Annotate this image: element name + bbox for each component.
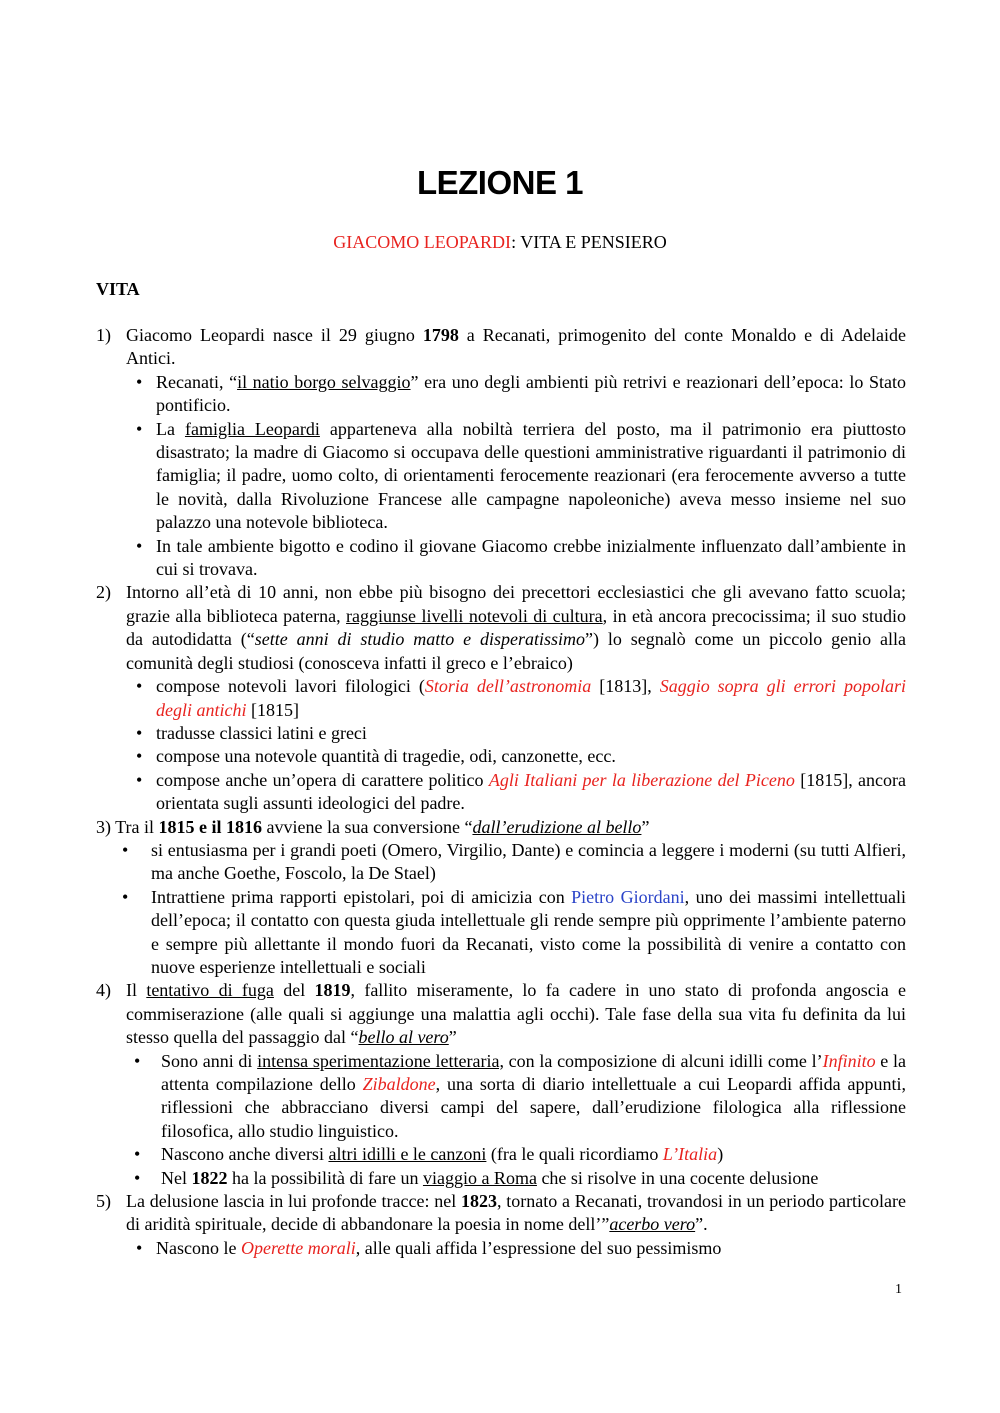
sub-list-5 — [96, 1237, 906, 1260]
text: In tale ambiente bigotto e codino il giovane Giacomo crebbe inizialmente influenzato dall’ambiente in cui si trovava. — [156, 535, 906, 580]
text: Giacomo Leopardi nasce il 29 giugno — [126, 325, 423, 345]
text: Nascono anche diversi — [161, 1144, 329, 1165]
text: 3) Tra il — [96, 816, 159, 837]
text: , tornato a Recanati, trovandosi in un periodo particolare di aridità spirituale, decide di abbandonare la poesia in nome dell’” — [126, 1191, 906, 1235]
subtitle — [0, 232, 1000, 253]
quote: sette anni di studio matto e disperatissimo — [254, 629, 585, 650]
year: 1823 — [461, 1191, 497, 1212]
list-item-2 — [96, 581, 906, 675]
list-item-4 — [96, 979, 906, 1049]
text: La delusione lascia in lui profonde tracce: nel — [126, 1191, 461, 1212]
quote: bello al vero — [358, 1027, 449, 1048]
text: ) — [717, 1144, 724, 1165]
subtitle-author: GIACOMO LEOPARDI — [333, 232, 512, 252]
text: avviene la sua conversione “ — [262, 816, 473, 837]
sub-item — [96, 722, 906, 745]
text: apparteneva alla nobiltà terriera del posto, ma il patrimonio era piuttosto disastrato; la madre di Giacomo si occupava delle questioni amministrative riguardanti il patrimonio di famiglia; il padre, uomo colto, di orientamenti ferocemente reazionari (era ferocemente avverso a tutte le novità, dalla Rivoluzione Francese alle campagne napoleoniche) aveva messo insieme nel suo palazzo una notevole biblioteca. — [156, 418, 907, 533]
underlined-phrase: viaggio a Roma — [422, 1167, 537, 1188]
sub-list-4 — [96, 1050, 906, 1190]
text: Sono anni di — [161, 1050, 258, 1071]
text: (fra le quali ricordiamo — [486, 1144, 663, 1165]
text: , fallito miseramente, lo fa cadere in uno stato di profonda angoscia e commiserazione (alle quali si aggiunge una malattia agli occhi). Tale fase della sua vita fu definita da lui stesso quella del passaggio dal “ — [126, 980, 907, 1048]
text: Intorno all’età di 10 anni, non ebbe più bisogno dei precettori ecclesiastici che gli avevano fatto scuola; grazie alla biblioteca paterna, — [126, 582, 906, 626]
sub-item — [96, 371, 906, 418]
year: 1822 — [191, 1167, 228, 1188]
sub-item — [96, 535, 906, 582]
document-body — [96, 324, 906, 1260]
sub-item — [96, 839, 906, 886]
subtitle-rest: : VITA E PENSIERO — [511, 232, 667, 252]
text: del — [273, 980, 315, 1001]
item-number: 5) — [96, 1191, 111, 1212]
underlined-phrase: il natio borgo selvaggio — [237, 371, 411, 392]
text: Nascono le — [156, 1237, 241, 1258]
work-title: Operette morali — [240, 1237, 356, 1258]
text: compose una notevole quantità di tragedie, odi, canzonette, ecc. — [156, 746, 616, 767]
sub-item — [96, 886, 906, 980]
sub-item — [96, 1143, 906, 1166]
bullet-icon: • — [122, 886, 129, 907]
text: , in età ancora precocissima; il suo studio da autodidatta (“ — [126, 605, 906, 650]
text: Recanati, “ — [156, 371, 238, 392]
year: 1798 — [422, 325, 459, 345]
bullet-icon: • — [136, 535, 143, 556]
sub-item — [96, 1167, 906, 1190]
text: , una sorta di diario intellettuale a cui Leopardi affida appunti, riflessioni che abbracciano diversi campi del sapere, dall’erudizione filologica alla riflessione filosofica, allo studio linguistico. — [161, 1074, 906, 1141]
text: , alle quali affida l’espressione del suo pessimismo — [355, 1237, 722, 1258]
work-title: L’Italia — [662, 1144, 718, 1165]
text: che si risolve in una cocente delusione — [536, 1167, 819, 1188]
work-title: Infinito — [822, 1050, 876, 1071]
text: Intrattiene prima rapporti epistolari, poi di amicizia con — [151, 886, 572, 907]
item-number: 4) — [96, 980, 111, 1001]
sub-item — [96, 418, 906, 535]
item-number: 1) — [96, 325, 111, 345]
sub-list-3 — [96, 839, 906, 979]
text: La — [156, 418, 185, 439]
sub-item — [96, 1050, 906, 1144]
text: ”. — [695, 1214, 708, 1235]
bullet-icon: • — [136, 371, 143, 392]
text: ha la possibilità di fare un — [227, 1167, 423, 1188]
text: con la composizione di alcuni idilli come l’ — [503, 1050, 823, 1071]
bullet-icon: • — [136, 676, 143, 697]
list-item-1 — [96, 324, 906, 371]
bullet-icon: • — [136, 418, 143, 439]
quote: acerbo vero — [609, 1214, 696, 1235]
item-number: 2) — [96, 582, 111, 603]
page-title: LEZIONE 1 — [416, 164, 584, 201]
text: e la attenta compilazione dello — [161, 1050, 906, 1094]
text: ” — [448, 1027, 457, 1048]
person-name: Pietro Giordani — [571, 886, 685, 907]
bullet-icon: • — [134, 1050, 141, 1071]
bullet-icon: • — [136, 769, 143, 790]
work-title: Agli Italiani per la liberazione del Piceno — [488, 769, 795, 790]
sub-list-2 — [96, 675, 906, 815]
bullet-icon: • — [134, 1167, 141, 1188]
underlined-phrase: altri idilli e le canzoni — [328, 1144, 487, 1165]
text: ” — [641, 816, 650, 837]
bullet-icon: • — [122, 839, 129, 860]
text: tradusse classici latini e greci — [156, 722, 367, 743]
underlined-phrase: intensa sperimentazione letteraria, — [257, 1050, 504, 1071]
sub-item — [96, 1237, 906, 1260]
text: , uno dei massimi intellettuali dell’epoca; il contatto con questa giuda intellettuale gli rende sempre più opprimente l’ambiente paterno e sempre più allettante il mondo fuori da Recanati, visto come la possibilità di venire a contatto con nuove esperienze intellettuali e sociali — [151, 886, 907, 977]
text: compose notevoli lavori filologici ( — [156, 676, 425, 697]
text: compose anche un’opera di carattere politico — [156, 769, 489, 790]
text: a Recanati, primogenito del conte Monaldo e di Adelaide Antici. — [126, 325, 906, 369]
text: si entusiasma per i grandi poeti (Omero, Virgilio, Dante) e comincia a leggere i moderni (su tutti Alfieri, ma anche Goethe, Foscolo, la De Stael) — [151, 839, 906, 884]
work-title: Saggio sopra gli errori popolari degli antichi — [156, 676, 906, 720]
underlined-phrase: tentativo di fuga — [146, 980, 274, 1001]
bullet-icon: • — [136, 746, 143, 767]
text: Il — [126, 980, 147, 1001]
section-heading: VITA — [96, 279, 140, 299]
text: [1815], ancora orientata sugli assunti ideologici del padre. — [156, 769, 907, 814]
underlined-phrase: famiglia Leopardi — [184, 418, 320, 439]
text: ” era uno degli ambienti più retrivi e reazionari dell’epoca: lo Stato pontificio. — [156, 371, 906, 416]
bullet-icon: • — [136, 1237, 143, 1258]
sub-item — [96, 745, 906, 768]
quote: dall’erudizione al bello — [472, 816, 642, 837]
bullet-icon: • — [136, 722, 143, 743]
year: 1819 — [314, 980, 351, 1001]
bullet-icon: • — [134, 1144, 141, 1165]
sub-item — [96, 769, 906, 816]
sub-item — [96, 675, 906, 722]
work-title: Storia dell’astronomia — [424, 676, 592, 697]
underlined-phrase: raggiunse livelli notevoli di cultura — [346, 605, 603, 626]
list-item-5 — [96, 1190, 906, 1237]
text: ”) lo segnalò come un piccolo genio alla comunità degli studiosi (conosceva infatti il greco e l’ebraico) — [126, 629, 907, 673]
list-item-3 — [96, 816, 906, 839]
years: 1815 e il 1816 — [158, 816, 263, 837]
page-number: 1 — [895, 1282, 902, 1297]
text: [1815] — [246, 699, 299, 720]
text: [1813], — [591, 676, 660, 697]
text: Nel — [161, 1167, 192, 1188]
sub-list-1 — [96, 371, 906, 582]
work-title: Zibaldone — [362, 1074, 436, 1094]
